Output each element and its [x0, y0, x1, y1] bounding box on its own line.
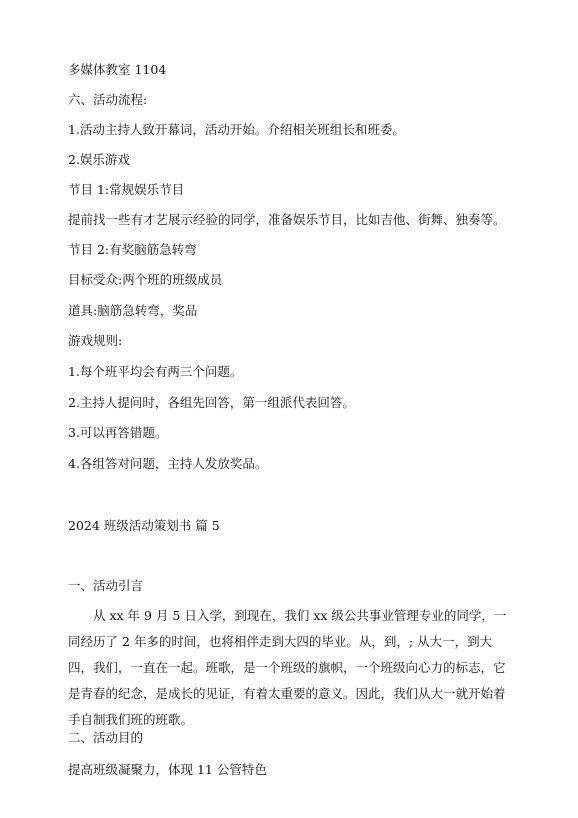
rule-item: 1.每个班平均会有两三个问题。: [68, 364, 243, 379]
target-audience: 目标受众:两个班的班级成员: [68, 272, 223, 287]
article-title: 2024 班级活动策划书 篇 5: [68, 518, 220, 533]
section1-title: 一、活动引言: [68, 578, 144, 593]
section6-title: 六、活动流程:: [68, 92, 148, 107]
props-text: 道具:脑筋急转弯，奖品: [68, 303, 198, 318]
section1-body: 从 xx 年 9 月 5 日入学，到现在，我们 xx 级公共事业管理专业的同学，一同经历了 2 年多的时间，也将相伴走到大四的毕业。从，到，; 从大一，到大四，我们，一直在一起。班歌，是一个班级的旗帜，一个班级向心力的标志，它是青春的纪念，是成长的见证，有着太重要的意义。因此，我们从大一就开始着手自制我们班的班歌。: [68, 608, 507, 727]
program1-desc: 提前找一些有才艺展示经验的同学，准备娱乐节目，比如吉他、街舞、独奏等。: [68, 212, 506, 227]
program2-title: 节目 2:有奖脑筋急转弯: [68, 242, 197, 257]
rule-item: 3.可以再答错题。: [68, 425, 168, 440]
rule-item: 4.各组答对问题，主持人发放奖品。: [68, 456, 268, 471]
room-text: 多媒体教室 1104: [68, 62, 167, 77]
rule-item: 2.主持人提问时，各组先回答，第一组派代表回答。: [68, 395, 355, 410]
step1-text: 1.活动主持人致开幕词，活动开始。介绍相关班组长和班委。: [68, 122, 405, 137]
section2-title: 二、活动目的: [68, 730, 144, 745]
rules-title: 游戏规则:: [68, 333, 123, 348]
program1-title: 节目 1:常规娱乐节目: [68, 182, 185, 197]
step2-text: 2.娱乐游戏: [68, 152, 130, 167]
section2-body: 提高班级凝聚力，体现 11 公管特色: [68, 762, 267, 777]
